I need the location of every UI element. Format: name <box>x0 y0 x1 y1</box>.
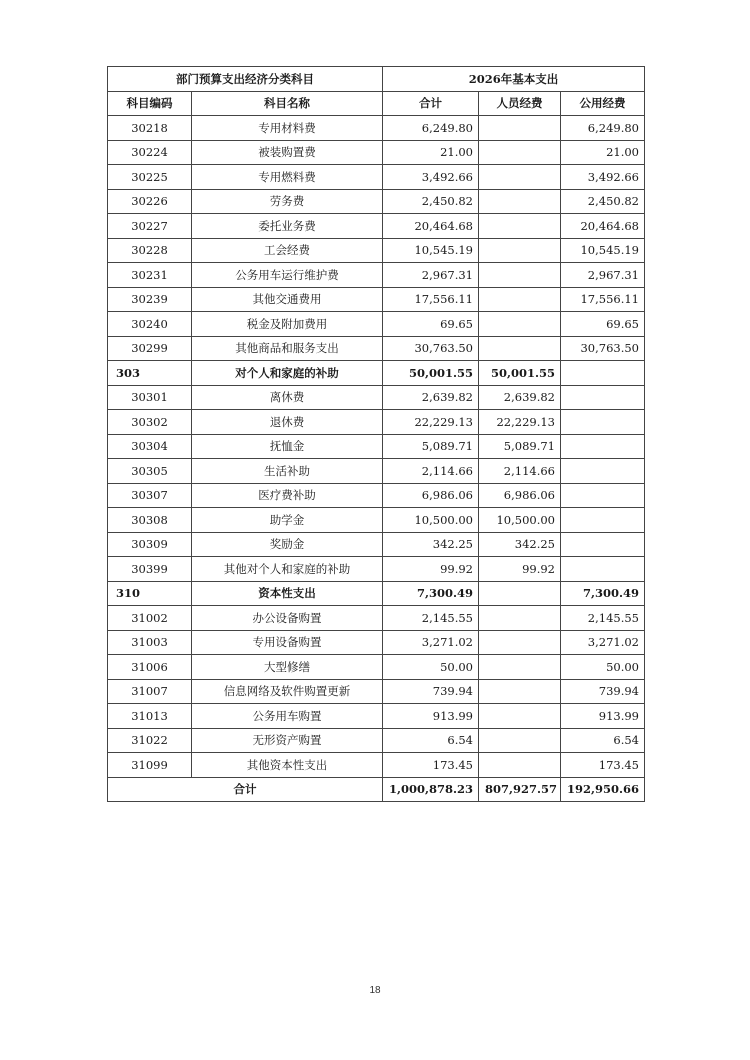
cell-public: 10,545.19 <box>561 238 645 263</box>
cell-personnel: 99.92 <box>479 557 561 582</box>
cell-name: 办公设备购置 <box>192 606 383 631</box>
header-economic-category: 部门预算支出经济分类科目 <box>108 67 383 92</box>
cell-personnel: 6,986.06 <box>479 483 561 508</box>
header-row-columns <box>108 91 645 116</box>
table-row <box>108 655 645 680</box>
cell-total: 173.45 <box>383 753 479 778</box>
cell-personnel <box>479 116 561 141</box>
cell-name: 医疗费补助 <box>192 483 383 508</box>
cell-personnel <box>479 606 561 631</box>
table-row <box>108 753 645 778</box>
cell-public: 739.94 <box>561 679 645 704</box>
cell-public: 6.54 <box>561 728 645 753</box>
table-row <box>108 532 645 557</box>
cell-name: 离休费 <box>192 385 383 410</box>
cell-personnel <box>479 704 561 729</box>
cell-public: 21.00 <box>561 140 645 165</box>
cell-code: 30399 <box>108 557 192 582</box>
cell-name: 抚恤金 <box>192 434 383 459</box>
total-amount: 1,000,878.23 <box>383 777 479 802</box>
table-row <box>108 630 645 655</box>
cell-name: 奖励金 <box>192 532 383 557</box>
table-row <box>108 165 645 190</box>
cell-name: 公务用车购置 <box>192 704 383 729</box>
cell-code: 30226 <box>108 189 192 214</box>
header-personnel: 人员经费 <box>479 91 561 116</box>
cell-total: 3,271.02 <box>383 630 479 655</box>
cell-public <box>561 532 645 557</box>
cell-total: 20,464.68 <box>383 214 479 239</box>
cell-personnel <box>479 189 561 214</box>
cell-name: 公务用车运行维护费 <box>192 263 383 288</box>
table-row <box>108 459 645 484</box>
cell-public: 6,249.80 <box>561 116 645 141</box>
cell-total: 739.94 <box>383 679 479 704</box>
cell-public: 2,967.31 <box>561 263 645 288</box>
table-row <box>108 238 645 263</box>
cell-public: 3,492.66 <box>561 165 645 190</box>
total-public: 192,950.66 <box>561 777 645 802</box>
table-row <box>108 312 645 337</box>
cell-code: 30225 <box>108 165 192 190</box>
total-personnel: 807,927.57 <box>479 777 561 802</box>
cell-public <box>561 361 645 386</box>
cell-code: 30305 <box>108 459 192 484</box>
cell-name: 退休费 <box>192 410 383 435</box>
cell-public <box>561 385 645 410</box>
cell-total: 7,300.49 <box>383 581 479 606</box>
cell-public <box>561 410 645 435</box>
header-basic-expenditure: 2026年基本支出 <box>383 67 645 92</box>
page-number: 18 <box>369 985 381 996</box>
cell-name: 劳务费 <box>192 189 383 214</box>
cell-code: 30239 <box>108 287 192 312</box>
table-row <box>108 704 645 729</box>
cell-code: 30309 <box>108 532 192 557</box>
cell-name: 生活补助 <box>192 459 383 484</box>
cell-total: 3,492.66 <box>383 165 479 190</box>
cell-public: 7,300.49 <box>561 581 645 606</box>
cell-code: 30301 <box>108 385 192 410</box>
cell-name: 税金及附加费用 <box>192 312 383 337</box>
cell-total: 17,556.11 <box>383 287 479 312</box>
cell-code: 31022 <box>108 728 192 753</box>
cell-personnel: 50,001.55 <box>479 361 561 386</box>
table-row <box>108 557 645 582</box>
cell-total: 2,967.31 <box>383 263 479 288</box>
cell-total: 2,114.66 <box>383 459 479 484</box>
cell-code: 30224 <box>108 140 192 165</box>
budget-expenditure-table <box>107 66 645 802</box>
cell-personnel: 10,500.00 <box>479 508 561 533</box>
header-name: 科目名称 <box>192 91 383 116</box>
cell-name: 被装购置费 <box>192 140 383 165</box>
cell-code: 30304 <box>108 434 192 459</box>
cell-total: 69.65 <box>383 312 479 337</box>
cell-public: 20,464.68 <box>561 214 645 239</box>
cell-public: 3,271.02 <box>561 630 645 655</box>
cell-public: 69.65 <box>561 312 645 337</box>
category-row <box>108 581 645 606</box>
cell-code: 30231 <box>108 263 192 288</box>
cell-name: 信息网络及软件购置更新 <box>192 679 383 704</box>
cell-name: 大型修缮 <box>192 655 383 680</box>
cell-name: 工会经费 <box>192 238 383 263</box>
cell-name: 其他交通费用 <box>192 287 383 312</box>
cell-code: 30308 <box>108 508 192 533</box>
cell-code: 30307 <box>108 483 192 508</box>
table-row <box>108 385 645 410</box>
table-row <box>108 140 645 165</box>
cell-personnel <box>479 728 561 753</box>
cell-code: 31007 <box>108 679 192 704</box>
cell-code: 31013 <box>108 704 192 729</box>
cell-code: 31002 <box>108 606 192 631</box>
cell-personnel: 2,114.66 <box>479 459 561 484</box>
cell-personnel <box>479 238 561 263</box>
category-row <box>108 361 645 386</box>
cell-name: 助学金 <box>192 508 383 533</box>
cell-public: 30,763.50 <box>561 336 645 361</box>
cell-code: 31099 <box>108 753 192 778</box>
cell-personnel <box>479 312 561 337</box>
cell-total: 2,639.82 <box>383 385 479 410</box>
cell-code: 303 <box>108 361 192 386</box>
cell-personnel <box>479 630 561 655</box>
cell-public <box>561 508 645 533</box>
table-row <box>108 606 645 631</box>
cell-code: 30227 <box>108 214 192 239</box>
table-row <box>108 189 645 214</box>
cell-code: 30302 <box>108 410 192 435</box>
table-body <box>108 116 645 778</box>
cell-public <box>561 557 645 582</box>
table-row <box>108 287 645 312</box>
cell-total: 10,500.00 <box>383 508 479 533</box>
cell-code: 31003 <box>108 630 192 655</box>
header-public: 公用经费 <box>561 91 645 116</box>
cell-total: 913.99 <box>383 704 479 729</box>
header-total: 合计 <box>383 91 479 116</box>
cell-total: 10,545.19 <box>383 238 479 263</box>
cell-public: 17,556.11 <box>561 287 645 312</box>
cell-code: 30240 <box>108 312 192 337</box>
cell-name: 其他对个人和家庭的补助 <box>192 557 383 582</box>
cell-total: 21.00 <box>383 140 479 165</box>
cell-personnel <box>479 287 561 312</box>
cell-code: 310 <box>108 581 192 606</box>
cell-name: 无形资产购置 <box>192 728 383 753</box>
cell-name: 专用材料费 <box>192 116 383 141</box>
cell-personnel: 2,639.82 <box>479 385 561 410</box>
cell-total: 6,986.06 <box>383 483 479 508</box>
cell-total: 6,249.80 <box>383 116 479 141</box>
cell-public: 50.00 <box>561 655 645 680</box>
cell-total: 99.92 <box>383 557 479 582</box>
cell-public <box>561 483 645 508</box>
cell-personnel: 342.25 <box>479 532 561 557</box>
cell-public: 2,450.82 <box>561 189 645 214</box>
cell-public: 913.99 <box>561 704 645 729</box>
table-row <box>108 263 645 288</box>
cell-name: 其他资本性支出 <box>192 753 383 778</box>
cell-personnel <box>479 679 561 704</box>
header-row-top <box>108 67 645 92</box>
table-row <box>108 508 645 533</box>
cell-personnel <box>479 165 561 190</box>
cell-personnel: 22,229.13 <box>479 410 561 435</box>
table-row <box>108 434 645 459</box>
cell-total: 22,229.13 <box>383 410 479 435</box>
cell-personnel <box>479 263 561 288</box>
budget-table-container <box>107 66 644 802</box>
cell-code: 30228 <box>108 238 192 263</box>
cell-name: 资本性支出 <box>192 581 383 606</box>
cell-name: 专用设备购置 <box>192 630 383 655</box>
cell-personnel <box>479 336 561 361</box>
table-row <box>108 483 645 508</box>
total-label: 合计 <box>108 777 383 802</box>
cell-personnel <box>479 214 561 239</box>
cell-public: 173.45 <box>561 753 645 778</box>
cell-personnel: 5,089.71 <box>479 434 561 459</box>
table-row <box>108 336 645 361</box>
cell-code: 30299 <box>108 336 192 361</box>
table-row <box>108 679 645 704</box>
cell-personnel <box>479 581 561 606</box>
cell-total: 2,450.82 <box>383 189 479 214</box>
cell-total: 30,763.50 <box>383 336 479 361</box>
table-row <box>108 410 645 435</box>
cell-total: 5,089.71 <box>383 434 479 459</box>
cell-total: 50.00 <box>383 655 479 680</box>
cell-name: 专用燃料费 <box>192 165 383 190</box>
cell-public <box>561 434 645 459</box>
table-row <box>108 116 645 141</box>
cell-personnel <box>479 140 561 165</box>
cell-code: 30218 <box>108 116 192 141</box>
cell-total: 342.25 <box>383 532 479 557</box>
cell-code: 31006 <box>108 655 192 680</box>
table-row <box>108 214 645 239</box>
table-row <box>108 728 645 753</box>
cell-personnel <box>479 753 561 778</box>
cell-total: 6.54 <box>383 728 479 753</box>
header-code: 科目编码 <box>108 91 192 116</box>
cell-public: 2,145.55 <box>561 606 645 631</box>
cell-name: 委托业务费 <box>192 214 383 239</box>
total-row <box>108 777 645 802</box>
cell-name: 对个人和家庭的补助 <box>192 361 383 386</box>
cell-public <box>561 459 645 484</box>
cell-total: 50,001.55 <box>383 361 479 386</box>
cell-total: 2,145.55 <box>383 606 479 631</box>
cell-personnel <box>479 655 561 680</box>
cell-name: 其他商品和服务支出 <box>192 336 383 361</box>
